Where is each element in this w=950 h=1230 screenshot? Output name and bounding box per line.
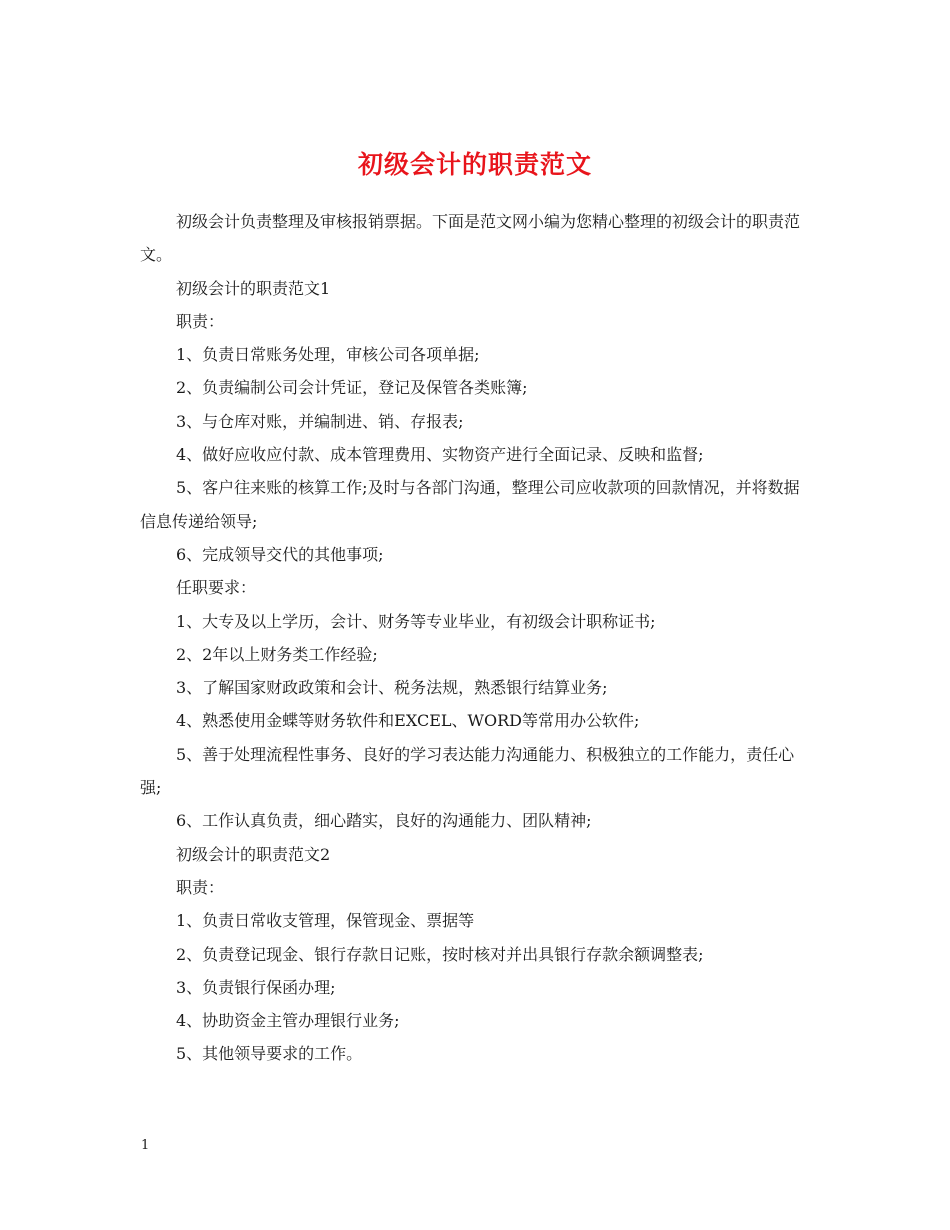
- section-heading: 初级会计的职责范文2: [176, 844, 331, 864]
- list-item: 6、完成领导交代的其他事项;: [176, 544, 384, 564]
- paragraph: 初级会计负责整理及审核报销票据。下面是范文网小编为您精心整理的初级会计的职责范文。: [140, 212, 801, 265]
- paragraph: 职责：: [176, 877, 225, 897]
- list-item: 4、熟悉使用金蝶等财务软件和EXCEL、WORD等常用办公软件;: [176, 711, 640, 731]
- list-item: 1、负责日常收支管理，保管现金、票据等: [176, 911, 475, 931]
- page-number: 1: [141, 1138, 150, 1153]
- list-item: 6、工作认真负责，细心踏实，良好的沟通能力、团队精神;: [176, 811, 592, 831]
- list-item: 5、其他领导要求的工作。: [176, 1044, 363, 1064]
- list-item: 2、负责编制公司会计凭证，登记及保管各类账簿;: [176, 378, 528, 398]
- list-item: 1、负责日常账务处理，审核公司各项单据;: [176, 345, 480, 365]
- paragraph: 任职要求：: [176, 578, 257, 598]
- list-item: 3、与仓库对账，并编制进、销、存报表;: [176, 411, 464, 431]
- list-item: 2、负责登记现金、银行存款日记账，按时核对并出具银行存款余额调整表;: [176, 944, 704, 964]
- list-item: 2、2年以上财务类工作经验;: [176, 644, 378, 664]
- list-item: 4、做好应收应付款、成本管理费用、实物资产进行全面记录、反映和监督;: [176, 445, 704, 465]
- list-item: 1、大专及以上学历，会计、财务等专业毕业，有初级会计职称证书;: [176, 611, 656, 631]
- section-heading: 初级会计的职责范文1: [176, 278, 331, 298]
- page-title: 初级会计的职责范文: [357, 149, 592, 179]
- document-body: [140, 205, 812, 1071]
- list-item: 5、客户往来账的核算工作;及时与各部门沟通，整理公司应收款项的回款情况，并将数据信息传递给领导;: [140, 478, 800, 531]
- paragraph: 职责：: [176, 311, 225, 331]
- list-item: 3、负责银行保函办理;: [176, 977, 336, 997]
- list-item: 3、了解国家财政政策和会计、税务法规，熟悉银行结算业务;: [176, 678, 608, 698]
- list-item: 5、善于处理流程性事务、良好的学习表达能力沟通能力、积极独立的工作能力，责任心强;: [140, 744, 795, 798]
- list-item: 4、协助资金主管办理银行业务;: [176, 1011, 400, 1031]
